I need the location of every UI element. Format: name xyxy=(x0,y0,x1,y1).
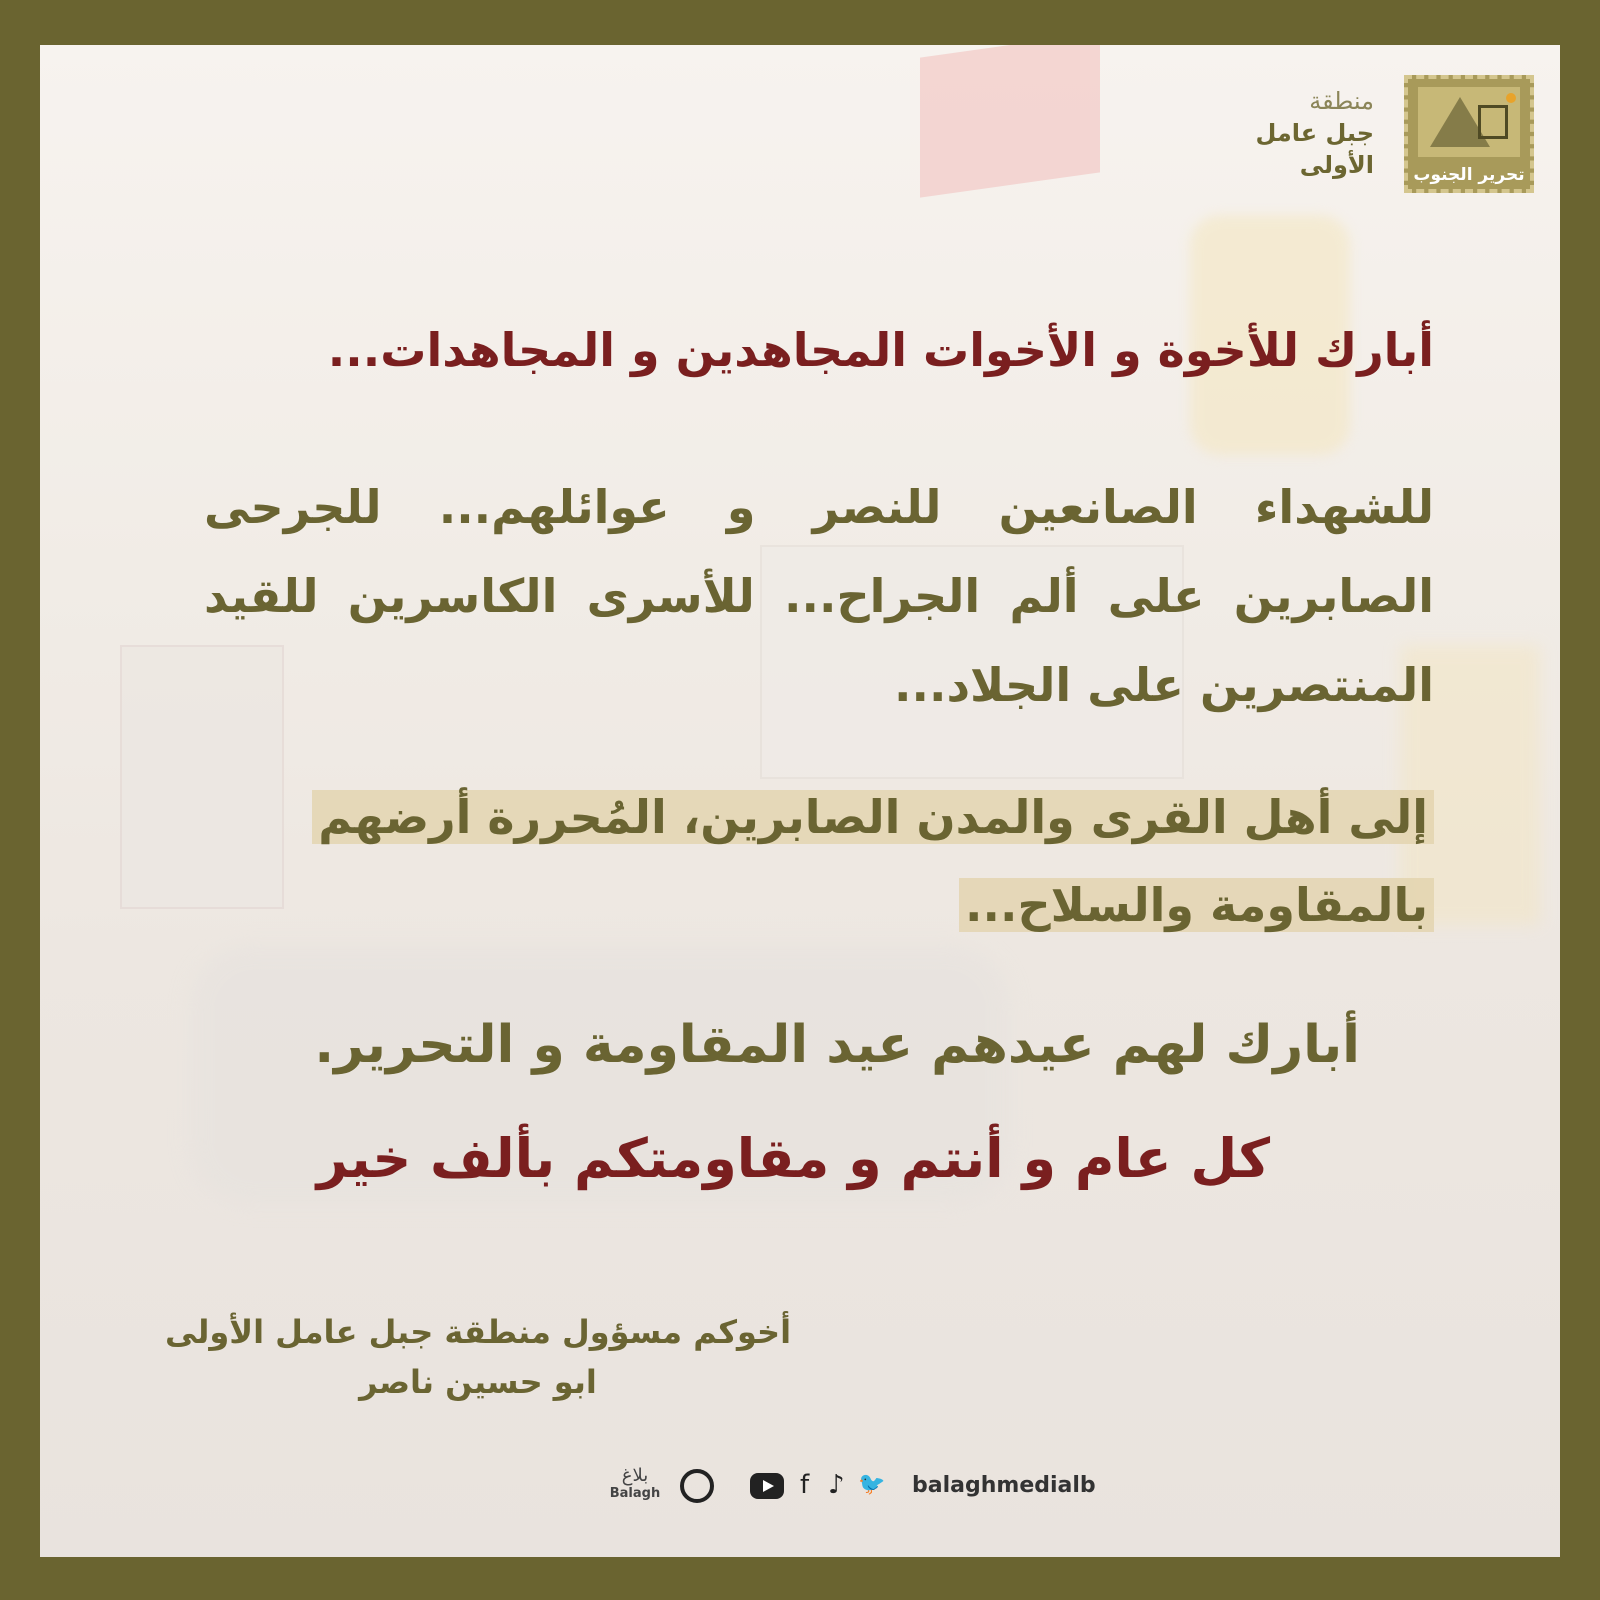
signature-name: ابو حسين ناصر xyxy=(359,1363,597,1401)
youtube-icon[interactable] xyxy=(750,1473,784,1499)
region-line1: منطقة xyxy=(1309,87,1374,115)
paragraph-2-line1: إلى أهل القرى والمدن الصابرين، المُحررة أرضهم xyxy=(312,790,1434,844)
facebook-icon[interactable]: f xyxy=(800,1470,810,1500)
paragraph-1: للشهداء الصانعين للنصر و عوائلهم... للجرحى الصابرين على ألم الجراح... للأسرى الكاسرين للقيد المنتصرين على الجلاد... xyxy=(204,480,1434,712)
background-flag xyxy=(920,45,1100,198)
paragraph-2 xyxy=(204,773,1434,949)
signature-title: أخوكم مسؤول منطقة جبل عامل الأولى xyxy=(164,1313,792,1351)
region-line2: جبل عامل xyxy=(1255,119,1374,147)
whatsapp-icon[interactable] xyxy=(680,1469,714,1503)
region-line3: الأولى xyxy=(1299,151,1374,179)
balagh-ar: بلاغ xyxy=(621,1465,649,1486)
stamp-icon xyxy=(1404,75,1534,193)
balagh-logo xyxy=(600,1465,670,1501)
wish: كل عام و أنتم و مقاومتكم بألف خير xyxy=(316,1127,1270,1190)
footer xyxy=(600,1463,1120,1523)
tiktok-icon[interactable]: ♪ xyxy=(828,1470,845,1500)
heading: أبارك للأخوة و الأخوات المجاهدين و المجاهدات... xyxy=(327,323,1434,377)
poster-panel xyxy=(40,45,1560,1557)
social-handle[interactable]: balaghmedialb xyxy=(912,1473,1096,1498)
twitter-icon[interactable]: 🐦 xyxy=(858,1472,886,1497)
region-label xyxy=(1214,87,1374,179)
logo-caption: تحرير الجنوب xyxy=(1413,165,1525,185)
liberation-logo xyxy=(1404,75,1534,193)
paragraph-2-line2: بالمقاومة والسلاح... xyxy=(959,878,1434,932)
blessing: أبارك لهم عيدهم عيد المقاومة و التحرير. xyxy=(314,1015,1360,1075)
balagh-en: Balagh xyxy=(609,1486,661,1501)
